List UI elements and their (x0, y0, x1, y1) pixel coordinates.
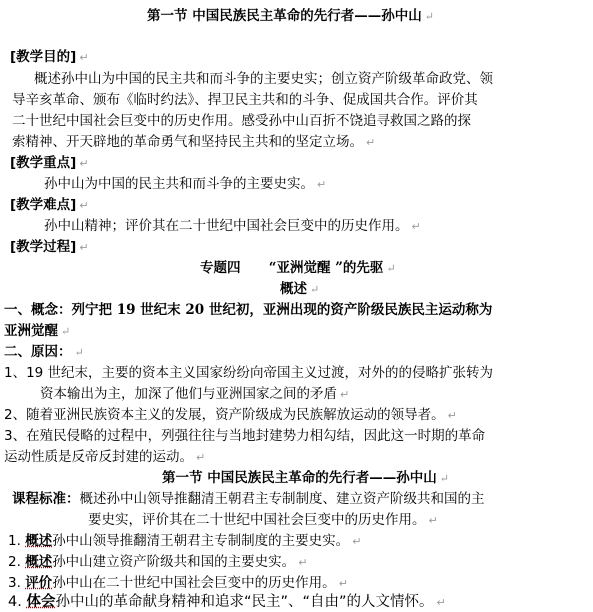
paragraph-mark: ↵ (352, 535, 362, 548)
difficulty-text: 孙中山精神；评价其在二十世纪中国社会巨变中的历史作用。 ↵ (44, 218, 421, 234)
requirement-verb: 评价 (25, 575, 53, 591)
reasons-heading: 二、原因： ↵ (4, 344, 84, 360)
reason-1-line-2: 资本输出为主，加深了他们与亚洲国家之间的矛盾 ↵ (40, 386, 350, 402)
paragraph-mark: ↵ (411, 220, 421, 233)
paragraph-mark: ↵ (79, 51, 89, 64)
goals-line-3: 二十世纪中国社会巨变中的历史作用。感受孙中山百折不饶追寻救国之路的探 (12, 113, 471, 129)
requirement-verb: 体会 (26, 594, 56, 610)
paragraph-mark: ↵ (74, 346, 84, 359)
paragraph-mark: ↵ (447, 409, 457, 422)
process-heading: [教学过程] ↵ (10, 239, 89, 255)
paragraph-mark: ↵ (436, 596, 446, 609)
goals-line-2: 导辛亥革命、颁布《临时约法》、捍卫民主共和的斗争、促成国共合作。评价其 (12, 92, 478, 108)
key-points-heading: [教学重点] ↵ (10, 155, 89, 171)
goals-line-4: 索精神、开天辟地的革命勇气和坚持民主共和的坚定立场。 ↵ (12, 134, 376, 150)
overview-heading: 概述 ↵ (280, 281, 320, 297)
paragraph-mark: ↵ (298, 556, 308, 569)
reason-2: 2、随着亚洲民族资本主义的发展，资产阶级成为民族解放运动的领导者。 ↵ (4, 407, 457, 423)
requirement-4: 4. 体会孙中山的革命献身精神和追求“民主”、“自由”的人文情怀。 ↵ (8, 594, 446, 610)
page-title: 第一节 中国民族民主革命的先行者——孙中山 ↵ (147, 8, 434, 24)
paragraph-mark: ↵ (386, 262, 396, 275)
difficulty-heading: [教学难点] ↵ (10, 197, 89, 213)
reason-1-line-1: 1、19 世纪末，主要的资本主义国家纷纷向帝国主义过渡，对外的的侵略扩张转为 (4, 365, 494, 381)
requirement-3: 3. 评价孙中山在二十世纪中国社会巨变中的历史作用。 ↵ (8, 575, 348, 591)
paragraph-mark: ↵ (424, 10, 434, 23)
paragraph-mark: ↵ (79, 199, 89, 212)
reason-3-line-2: 运动性质是反帝反封建的运动。 ↵ (4, 449, 206, 465)
requirement-2: 2. 概述孙中山建立资产阶级共和国的主要史实。 ↵ (8, 554, 308, 570)
requirement-verb: 概述 (25, 554, 53, 570)
paragraph-mark: ↵ (439, 472, 449, 485)
paragraph-mark: ↵ (340, 388, 350, 401)
paragraph-mark: ↵ (196, 451, 206, 464)
paragraph-mark: ↵ (310, 283, 320, 296)
goals-heading: [教学目的] ↵ (10, 49, 89, 65)
paragraph-mark: ↵ (61, 325, 71, 338)
key-points-text: 孙中山为中国的民主共和而斗争的主要史实。 ↵ (44, 176, 327, 192)
paragraph-mark: ↵ (366, 136, 376, 149)
paragraph-mark: ↵ (79, 241, 89, 254)
standard-label: 课程标准： (12, 491, 80, 507)
requirement-verb: 概述 (25, 533, 53, 549)
paragraph-mark: ↵ (317, 178, 327, 191)
section-title: 第一节 中国民族民主革命的先行者——孙中山 ↵ (162, 470, 449, 486)
goals-line-1: 概述孙中山为中国的民主共和而斗争的主要史实；创立资产阶级革命政党、领 (34, 71, 493, 87)
topic-heading: 专题四 “亚洲觉醒 ”的先驱 ↵ (200, 260, 396, 276)
paragraph-mark: ↵ (338, 577, 348, 590)
concept-line-2: 亚洲觉醒 ↵ (4, 323, 71, 339)
paragraph-mark: ↵ (428, 514, 438, 527)
requirement-1: 1. 概述孙中山领导推翻清王朝君主专制制度的主要史实。 ↵ (8, 533, 362, 549)
paragraph-mark: ↵ (79, 157, 89, 170)
standard-line-2: 要史实，评价其在二十世纪中国社会巨变中的历史作用。 ↵ (88, 512, 438, 528)
reason-3-line-1: 3、在殖民侵略的过程中，列强往往与当地封建势力相勾结，因此这一时期的革命 (4, 428, 486, 444)
standard-line-1: 课程标准：概述孙中山领导推翻清王朝君主专制制度、建立资产阶级共和国的主 (12, 491, 485, 507)
concept-line-1: 一、概念：列宁把 19 世纪末 20 世纪初，亚洲出现的资产阶级民族民主运动称为 (4, 302, 493, 318)
